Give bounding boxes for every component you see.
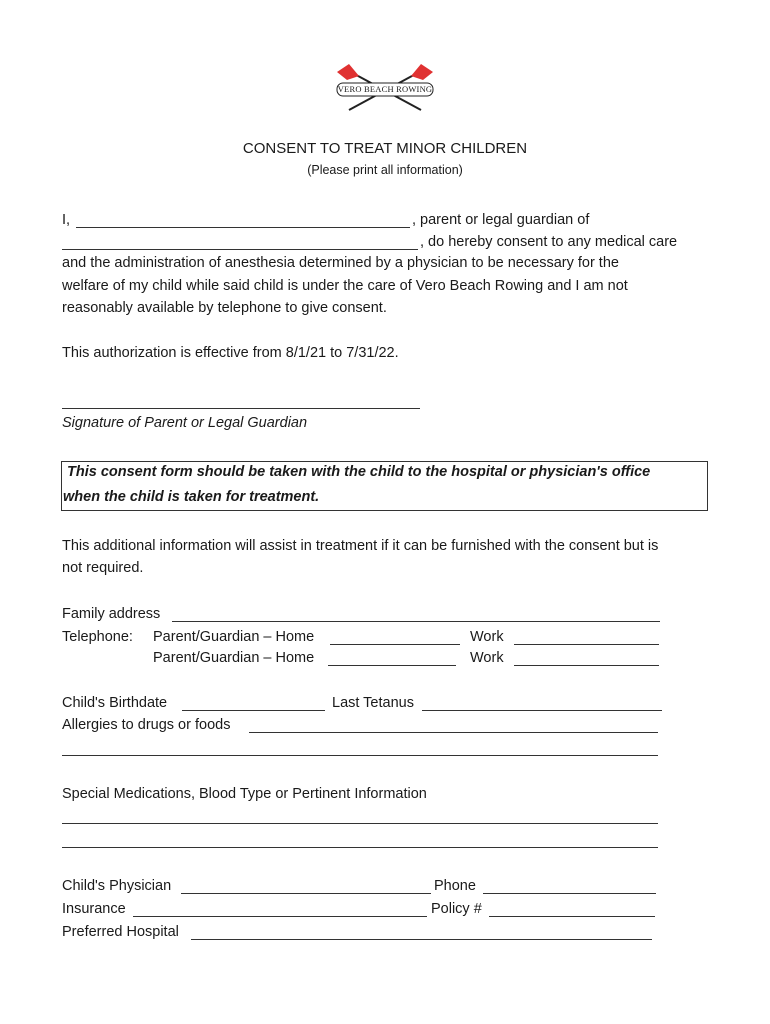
work-phone-field-1[interactable] [514, 644, 659, 645]
work-label-2: Work [470, 650, 504, 666]
page-subtitle: (Please print all information) [307, 163, 463, 177]
special-medications-field-2[interactable] [62, 847, 658, 848]
policy-field[interactable] [489, 916, 655, 917]
special-medications-field-1[interactable] [62, 823, 658, 824]
notice-box [61, 461, 708, 511]
parent-home-phone-field-1[interactable] [330, 644, 460, 645]
allergies-field-2[interactable] [62, 755, 658, 756]
hospital-label: Preferred Hospital [62, 924, 179, 940]
consent-line-3: and the administration of anesthesia determined by a physician to be necessary for the [62, 255, 619, 271]
authorization-text: This authorization is effective from 8/1/21 to 7/31/22. [62, 345, 399, 361]
signature-label: Signature of Parent or Legal Guardian [62, 415, 308, 431]
consent-i-label: I, [62, 212, 71, 228]
consent-line-4: welfare of my child while said child is under the care of Vero Beach Rowing and I am not [62, 278, 628, 294]
telephone-label: Telephone: [62, 629, 133, 645]
insurance-label: Insurance [62, 901, 126, 917]
parent-name-field[interactable] [76, 227, 410, 228]
phone-field[interactable] [483, 893, 656, 894]
hospital-field[interactable] [191, 939, 652, 940]
family-address-field[interactable] [172, 621, 660, 622]
signature-field[interactable] [62, 408, 420, 409]
physician-label: Child's Physician [62, 878, 172, 894]
parent-home-label-2: Parent/Guardian – Home [153, 650, 315, 666]
parent-home-label-1: Parent/Guardian – Home [153, 629, 315, 645]
family-address-label: Family address [62, 606, 161, 622]
consent-parent-label: , parent or legal guardian of [412, 212, 590, 228]
notice-line-1: This consent form should be taken with the child to the hospital or physician's office [67, 464, 651, 480]
allergies-label: Allergies to drugs or foods [62, 717, 231, 733]
additional-line-1: This additional information will assist in treatment if it can be furnished with the consent but is [62, 538, 659, 554]
birthdate-label: Child's Birthdate [62, 695, 168, 711]
consent-text: , do hereby consent to any medical care [420, 234, 678, 250]
page-title: CONSENT TO TREAT MINOR CHILDREN [242, 140, 528, 157]
work-label-1: Work [470, 629, 504, 645]
birthdate-field[interactable] [182, 710, 325, 711]
logo-text: VERO BEACH ROWING [337, 84, 433, 94]
consent-line-5: reasonably available by telephone to give consent. [62, 300, 387, 316]
vero-beach-rowing-logo [333, 62, 437, 114]
phone-label: Phone [434, 878, 476, 894]
allergies-field[interactable] [249, 732, 658, 733]
special-medications-label: Special Medications, Blood Type or Pertinent Information [62, 786, 427, 802]
tetanus-field[interactable] [422, 710, 662, 711]
notice-line-2: when the child is taken for treatment. [63, 489, 320, 505]
child-name-field[interactable] [62, 249, 418, 250]
work-phone-field-2[interactable] [514, 665, 659, 666]
parent-home-phone-field-2[interactable] [328, 665, 456, 666]
insurance-field[interactable] [133, 916, 427, 917]
policy-label: Policy # [431, 901, 482, 917]
additional-line-2: not required. [62, 560, 144, 576]
tetanus-label: Last Tetanus [332, 695, 414, 711]
physician-field[interactable] [181, 893, 431, 894]
